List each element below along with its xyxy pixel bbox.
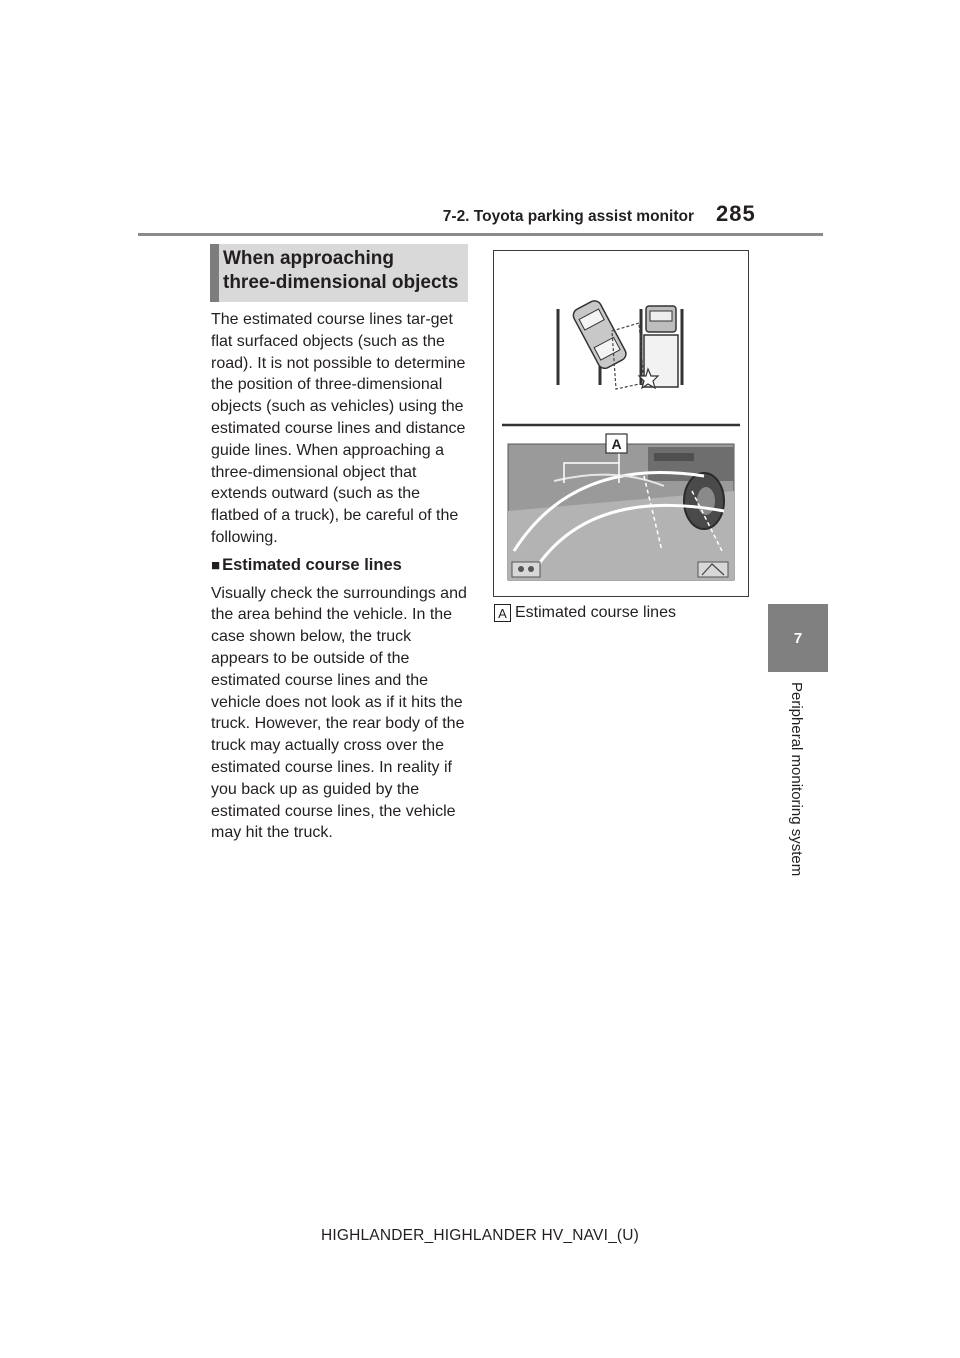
caution-paragraph: Visually check the surroundings and the area behind the vehicle. In the case shown below, the truck appears to be outside of the estimated course lines and the vehicle does not look as if it hits the truck. However, the rear body of the truck may actually cross over the estimated course lines. In reality if you back up as guided by the estimated course lines, the vehicle may hit the truck. [211, 584, 467, 842]
section-title: 7-2. Toyota parking assist monitor [442, 208, 694, 225]
body-text [211, 309, 469, 844]
square-bullet-icon: ■ [211, 556, 221, 574]
subheading [211, 555, 469, 577]
illustration-frame [493, 250, 749, 597]
legend-text: Estimated course lines [515, 604, 676, 621]
page-footer: HIGHLANDER_HIGHLANDER HV_NAVI_(U) [320, 1227, 640, 1244]
chapter-tab[interactable] [768, 604, 828, 672]
subheading-text: Estimated course lines [222, 555, 402, 574]
intro-paragraph: The estimated course lines tar-get flat surfaced objects (such as the road). It is not possible to determine the position of three-dimensional objects (such as vehicles) using the estimated course lines and distance guide lines. When approaching a three-dimensional object that extends outward (such as the flatbed of a truck), be careful of the following. [211, 311, 466, 546]
parking-illustration [494, 251, 748, 596]
camera-mode-icon [512, 562, 540, 577]
figure-legend [494, 604, 676, 622]
legend-letter: A [494, 604, 511, 622]
top-view-diagram [558, 298, 682, 389]
section-heading [210, 244, 468, 302]
chapter-number: 7 [793, 629, 803, 647]
section-heading-line2: three-dimensional objects [223, 272, 459, 293]
section-heading-line1: When approaching [223, 248, 394, 269]
chapter-label: Peripheral monitoring system [788, 682, 805, 877]
header-divider [138, 233, 823, 236]
callout-letter: A [611, 436, 622, 452]
page-number: 285 [716, 201, 756, 226]
camera-view-diagram [508, 444, 734, 580]
car-top-icon [571, 298, 628, 370]
